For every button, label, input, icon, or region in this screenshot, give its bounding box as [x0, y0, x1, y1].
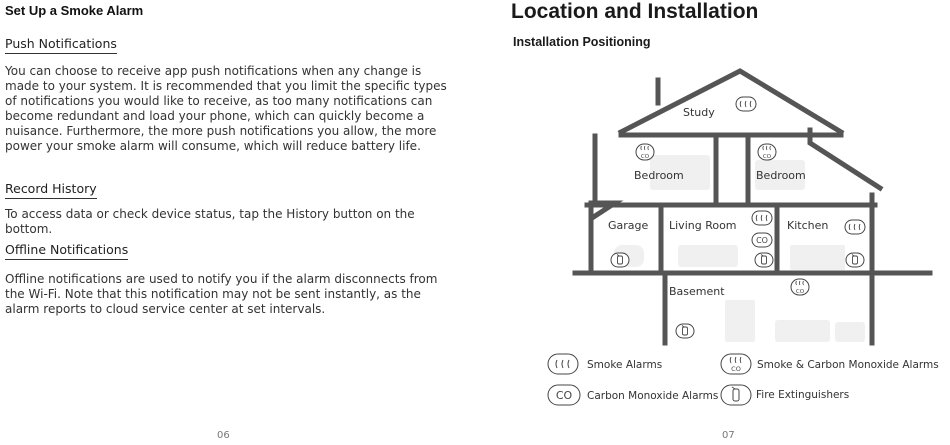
- smoke-alarm-icon: [752, 211, 772, 225]
- svg-text:CO: CO: [795, 289, 805, 295]
- smoke-alarm-icon: [845, 220, 865, 234]
- right-page: [490, 0, 950, 445]
- co-alarm-icon: [752, 233, 772, 247]
- left-page: [0, 0, 460, 445]
- legend-smoke-co-icon: [721, 354, 751, 374]
- room-label-basement: Basement: [669, 285, 725, 298]
- room-label-study: Study: [683, 106, 715, 119]
- room-label-bedroom-right: Bedroom: [756, 169, 806, 182]
- room-label-kitchen: Kitchen: [787, 219, 829, 232]
- section-body-offline: Offline notifications are used to notify you if the alarm disconnects from the Wi-Fi. Note that this notification may not be sent instantly, as the alarm reports to cloud service center at set intervals.: [5, 272, 438, 316]
- smoke-co-alarm-icon: [636, 144, 654, 160]
- legend: [548, 354, 939, 405]
- legend-smoke-co-label: Smoke & Carbon Monoxide Alarms: [757, 359, 939, 371]
- page-number: 06: [217, 430, 230, 441]
- section-body-push: You can choose to receive app push notifications when any change is made to your system. It is recommended that you limit the specific types of notifications you would like to receive, as too many notifications can become redundant and load your phone, which can quickly become a nuisance. Furthermore, the more push notifications you allow, the more power your smoke alarm will consume, which will reduce battery life.: [5, 64, 447, 153]
- svg-text:CO: CO: [640, 154, 650, 160]
- furniture-silhouettes: [614, 155, 865, 342]
- room-label-bedroom-left: Bedroom: [634, 169, 684, 182]
- svg-text:CO: CO: [762, 154, 772, 160]
- page-number: 07: [722, 430, 735, 441]
- smoke-alarm-icon: [736, 97, 756, 111]
- fire-extinguisher-icon: [755, 253, 773, 267]
- page-title: Location and Installation: [511, 0, 759, 23]
- page-subtitle: Installation Positioning: [513, 35, 651, 49]
- legend-extinguisher-label: Fire Extinguishers: [756, 389, 850, 401]
- room-label-living-room: Living Room: [669, 219, 737, 232]
- smoke-co-alarm-icon: [758, 144, 776, 160]
- smoke-co-alarm-icon: [791, 279, 809, 295]
- section-heading-history: Record History: [5, 181, 97, 199]
- section-body-history: To access data or check device status, tap the History button on the bottom.: [5, 207, 415, 236]
- svg-text:CO: CO: [756, 236, 768, 245]
- legend-co-label: Carbon Monoxide Alarms: [587, 390, 719, 402]
- legend-smoke-label: Smoke Alarms: [587, 359, 663, 371]
- fire-extinguisher-icon: [676, 324, 694, 338]
- house-diagram: [490, 0, 950, 445]
- svg-text:CO: CO: [731, 365, 741, 373]
- legend-extinguisher-icon: [721, 385, 751, 405]
- fire-extinguisher-icon: [611, 253, 629, 267]
- page-title: Set Up a Smoke Alarm: [5, 3, 144, 18]
- legend-co-icon: [548, 385, 580, 405]
- section-heading-offline: Offline Notifications: [5, 242, 128, 260]
- legend-smoke-icon: [548, 354, 578, 374]
- room-label-garage: Garage: [608, 219, 649, 232]
- section-heading-push: Push Notifications: [5, 36, 117, 54]
- fire-extinguisher-icon: [846, 253, 864, 267]
- svg-text:CO: CO: [555, 389, 573, 402]
